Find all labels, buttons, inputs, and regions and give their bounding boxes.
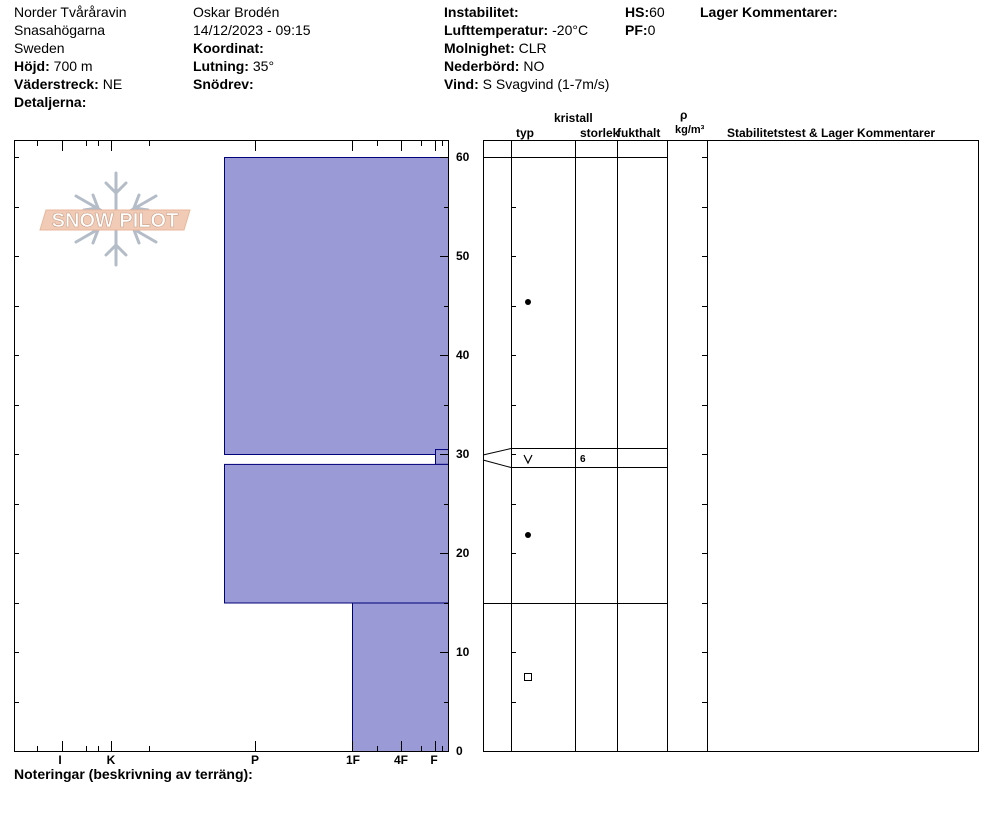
logo-text: SNOW PILOT xyxy=(51,210,179,232)
depth-label-50: 50 xyxy=(456,249,470,263)
aspect-value: NE xyxy=(102,76,123,92)
col-crystal-top: kristall xyxy=(554,111,593,125)
depth-label-0: 0 xyxy=(456,744,463,758)
hs-label: HS: xyxy=(625,4,650,20)
hardness-label-k: K xyxy=(106,753,116,767)
cloud-value: CLR xyxy=(518,40,547,56)
depth-labels xyxy=(456,150,470,758)
crystal-size-value: 6 xyxy=(580,454,586,465)
country-name: Sweden xyxy=(14,40,65,56)
grain-dot-icon xyxy=(525,532,531,538)
col-stability: Stabilitetstest & Lager Kommentarer xyxy=(727,126,936,140)
pf-value: 0 xyxy=(647,22,656,38)
slope-label: Lutning: xyxy=(193,58,249,74)
layer-table-frame xyxy=(484,141,979,752)
depth-label-40: 40 xyxy=(456,348,470,362)
layer-table xyxy=(484,141,979,752)
slope-value: 35° xyxy=(252,58,275,74)
area-name: Snasahögarna xyxy=(14,22,106,38)
hardness-layer-1 xyxy=(225,158,449,455)
col-density-unit: kg/m³ xyxy=(675,124,705,136)
precip-value: NO xyxy=(523,58,545,74)
cloud-label: Molnighet: xyxy=(444,40,515,56)
location-name: Norder Tvåråravin xyxy=(14,4,127,20)
observer-name: Oskar Brodén xyxy=(193,4,280,20)
hardness-layer-3 xyxy=(225,464,449,603)
snowdrift-label: Snödrev: xyxy=(193,76,254,92)
elevation-label: Höjd: xyxy=(14,58,50,74)
hardness-label-1f: 1F xyxy=(345,753,361,767)
table-ticks xyxy=(511,158,707,752)
faceted-crystal-icon xyxy=(525,674,532,681)
hardness-layers xyxy=(225,158,449,752)
precip-label: Nederbörd: xyxy=(444,58,520,74)
instability-label: Instabilitet: xyxy=(444,4,519,20)
hs-value: 60 xyxy=(649,4,665,20)
depth-label-10: 10 xyxy=(456,645,470,659)
grain-symbols xyxy=(524,299,586,681)
hardness-layer-4 xyxy=(353,603,449,752)
layer-comments-label: Lager Kommentarer: xyxy=(700,4,838,20)
hardness-label-4f: 4F xyxy=(393,753,409,767)
surface-hoar-icon xyxy=(524,455,532,463)
col-density-symbol: ρ xyxy=(680,108,688,122)
details-label: Detaljerna: xyxy=(14,94,87,110)
air-temp-value: -20°C xyxy=(552,22,589,38)
depth-label-20: 20 xyxy=(456,546,470,560)
pf-label: PF: xyxy=(625,22,648,38)
observation-datetime: 14/12/2023 - 09:15 xyxy=(193,22,311,38)
aspect-label: Väderstreck: xyxy=(14,76,99,92)
hardness-layer-2 xyxy=(436,450,449,465)
col-type: typ xyxy=(516,126,534,140)
air-temp-label: Lufttemperatur: xyxy=(444,22,549,38)
col-crystal-size: storlek xyxy=(580,126,620,140)
notes-label: Noteringar (beskrivning av terräng): xyxy=(14,766,253,782)
elevation-value: 700 m xyxy=(53,58,93,74)
grain-dot-icon xyxy=(525,299,531,305)
depth-label-60: 60 xyxy=(456,150,470,164)
hardness-label-i: I xyxy=(58,753,62,767)
hardness-label-f: F xyxy=(430,753,438,767)
wind-value: S Svagvind (1-7m/s) xyxy=(482,76,610,92)
wind-label: Vind: xyxy=(444,76,479,92)
hardness-label-p: P xyxy=(250,753,260,767)
col-moisture: fukthalt xyxy=(617,126,661,140)
depth-label-30: 30 xyxy=(456,447,470,461)
snowpilot-logo xyxy=(40,173,190,265)
coordinate-label: Koordinat: xyxy=(193,40,264,56)
